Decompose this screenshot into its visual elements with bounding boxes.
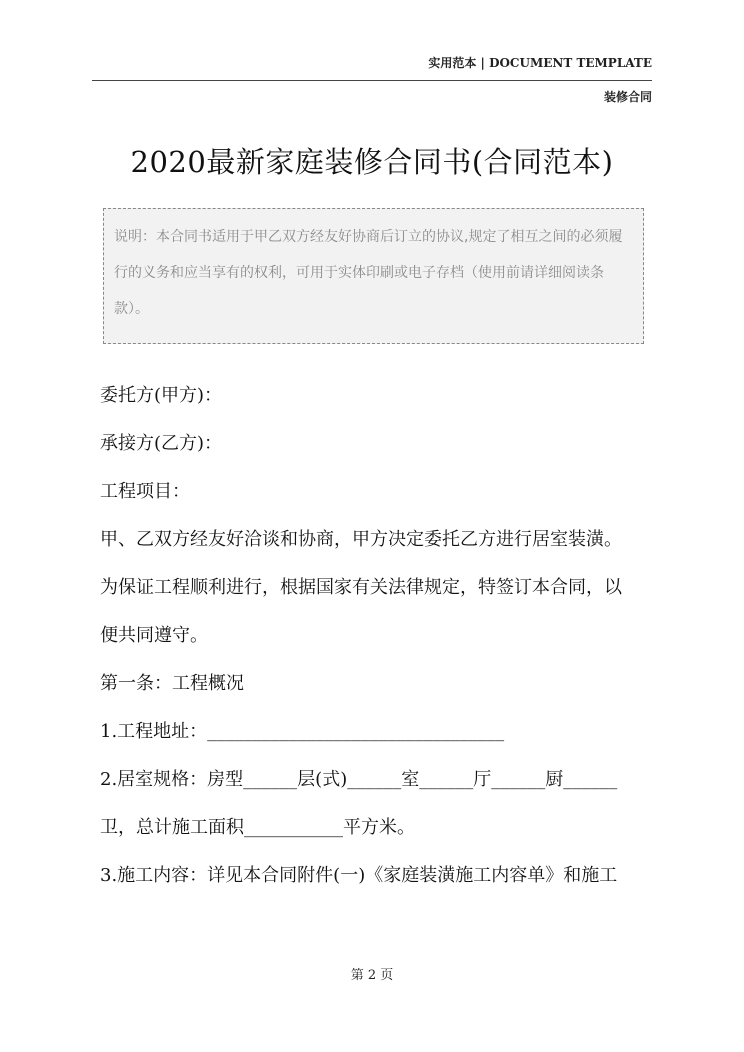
section-heading-1: 第一条：工程概况 [100,673,244,694]
document-title: 2020最新家庭装修合同书(合同范本) [130,145,614,179]
paragraph-intro-1: 甲、乙双方经友好洽谈和协商，甲方决定委托乙方进行居室装潢。 [100,529,622,550]
header-category: 装修合同 [603,90,652,104]
paragraph-contractor: 承接方(乙方)： [100,433,223,454]
paragraph-intro-2: 为保证工程顺利进行，根据国家有关法律规定，特签订本合同，以 [100,577,622,598]
header-doc-label: 实用范本 | DOCUMENT TEMPLATE [428,56,652,70]
clause-room-spec: 2.居室规格：房型______层(式)______室______厅______厨______ [100,769,618,790]
note-text: 说明：本合同书适用于甲乙双方经友好协商后订立的协议,规定了相互之间的必须履行的义务和应当享有的权利，可用于实体印刷或电子存档（使用前请详细阅读条款）。 [114,229,623,317]
clause-address: 1.工程地址：_________________________________ [100,721,505,742]
header-divider [92,80,652,81]
clause-room-spec-cont: 卫，总计施工面积___________平方米。 [100,817,415,838]
document-body [100,372,656,900]
paragraph-intro-3: 便共同遵守。 [100,625,208,646]
clause-content: 3.施工内容：详见本合同附件(一)《家庭装潢施工内容单》和施工 [100,865,618,886]
paragraph-project: 工程项目： [100,481,190,502]
note-box [103,208,644,344]
paragraph-client: 委托方(甲方)： [100,385,223,406]
page-number: 第 2 页 [350,968,394,983]
